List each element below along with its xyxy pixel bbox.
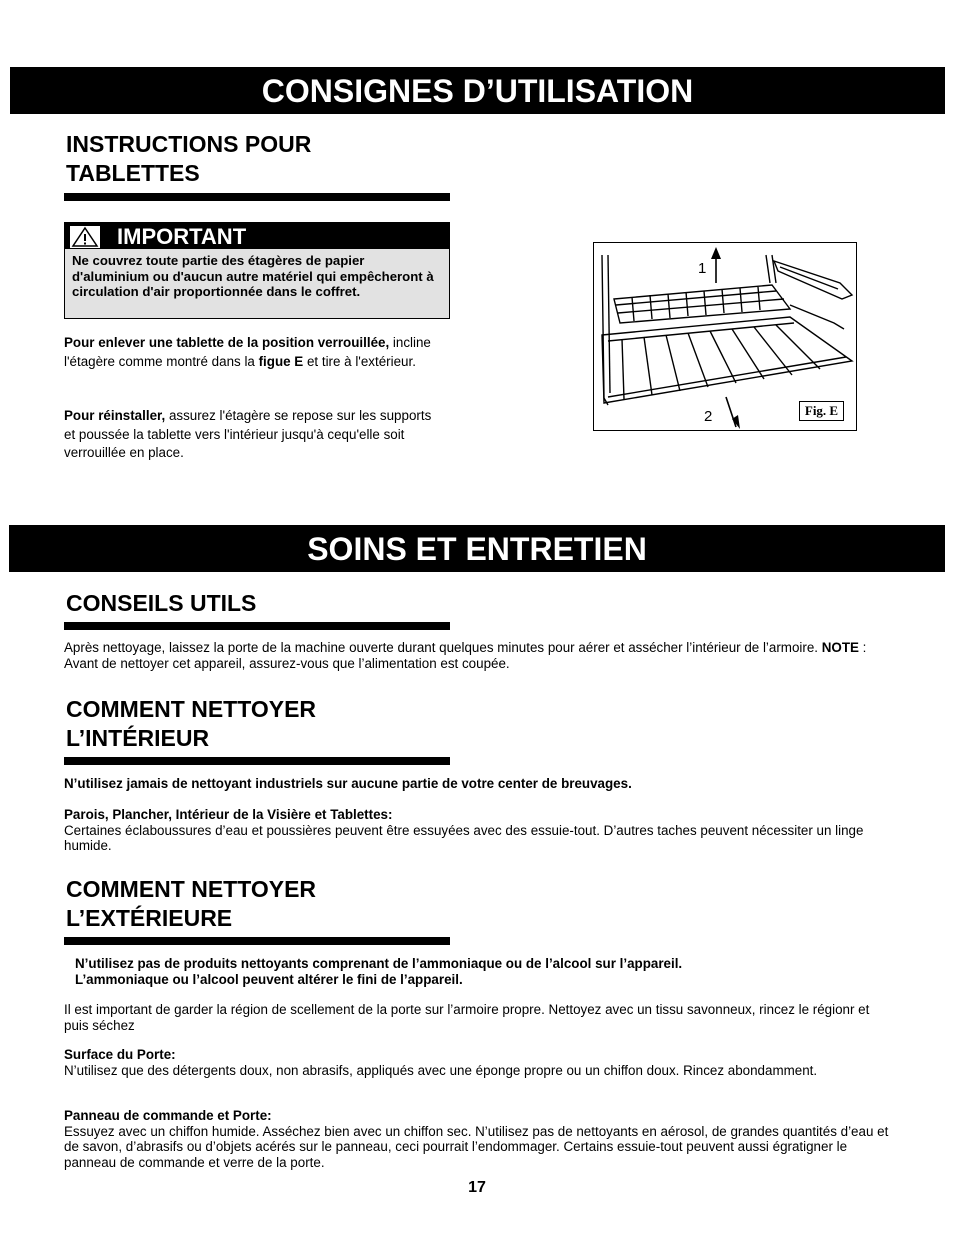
conseils-text-a: Après nettoyage, laissez la porte de la machine ouverte durant quelques minutes pour aérer et assécher l’intérieur de l’armoire.	[64, 640, 822, 655]
section-title-exterieure	[66, 875, 446, 933]
section-title-interieur	[66, 695, 446, 753]
note-label: NOTE	[821, 640, 859, 655]
page-number: 17	[468, 1179, 486, 1196]
seal-paragraph: Il est important de garder la région de scellement de la porte sur l’armoire propre. Nettoyez avec un tissu savonneux, rincez le régionr et puis séchez	[64, 1002, 870, 1033]
control-panel-paragraph	[64, 1108, 894, 1170]
reinstall-text: assurez l'étagère se repose sur les supports et poussée la tablette vers l'intérieur jusqu'à cequ'elle soit verrouillée en place.	[64, 408, 432, 460]
arrow-1-label: 1	[698, 260, 707, 277]
figure-label: Fig. E	[799, 401, 844, 421]
reinstall-lead: Pour réinstaller,	[64, 408, 166, 423]
figure-e	[593, 242, 857, 431]
title-line-2: TABLETTES	[66, 160, 200, 186]
conseils-text-b: : Avant de nettoyer cet appareil, assurez-vous que l’alimentation est coupée.	[64, 640, 867, 671]
remove-lead: Pour enlever une tablette de la position verrouillée,	[64, 335, 390, 350]
banner-soins: SOINS ET ENTRETIEN	[9, 525, 945, 572]
important-notice	[64, 222, 450, 319]
title-line-1: COMMENT NETTOYER	[66, 696, 317, 722]
remove-paragraph	[64, 334, 454, 371]
section-title-conseils: CONSEILS UTILS	[66, 590, 257, 616]
section-title-tablettes	[66, 130, 446, 188]
section-rule	[64, 193, 450, 201]
important-label: IMPORTANT	[117, 224, 247, 249]
control-panel-heading: Panneau de commande et Porte:	[64, 1108, 272, 1123]
interior-warning: N’utilisez jamais de nettoyant industriels sur aucune partie de votre center de breuvages.	[64, 776, 632, 791]
section-rule	[64, 937, 450, 945]
reinstall-paragraph	[64, 407, 444, 463]
remove-text-b: et tire à l'extérieur.	[303, 353, 416, 369]
interior-walls-text: Certaines éclaboussures d’eau et poussières peuvent être essuyées avec des essuie-tout. D’autres taches peuvent nécessiter un linge humide.	[64, 822, 864, 853]
door-surface-heading: Surface du Porte:	[64, 1047, 176, 1062]
important-header	[65, 223, 449, 249]
title-line-1: INSTRUCTIONS POUR	[66, 131, 312, 157]
section-rule	[64, 757, 450, 765]
door-surface-paragraph	[64, 1047, 864, 1078]
arrow-2-label: 2	[704, 408, 713, 425]
exterior-warning-line-2: L’ammoniaque ou l’alcool peuvent altérer le fini de l’appareil.	[75, 971, 463, 987]
exterior-warning-line-1: N’utilisez pas de produits nettoyants comprenant de l’ammoniaque ou de l’alcool sur l’appareil.	[75, 956, 683, 971]
important-text: Ne couvrez toute partie des étagères de papier d'aluminium ou d'aucun autre matériel qui empêcheront à circulation d'air proportionnée dans le coffret.	[72, 253, 434, 299]
section-rule	[64, 622, 450, 630]
exterior-warning	[75, 956, 875, 987]
warning-triangle-icon	[70, 226, 100, 248]
door-surface-text: N’utilisez que des détergents doux, non abrasifs, appliqués avec une éponge propre ou un chiffon doux. Rincez abondamment.	[64, 1062, 818, 1078]
title-line-2: L’EXTÉRIEURE	[66, 905, 233, 931]
interior-walls-paragraph	[64, 807, 884, 854]
remove-text-a: incline l'étagère comme montré dans la	[64, 335, 431, 369]
control-panel-text: Essuyez avec un chiffon humide. Asséchez bien avec un chiffon sec. N’utilisez pas de nettoyants en aérosol, de grandes quantités d’eau et de savon, d’abrasifs ou d’objets acérés sur le panneau, ceci pourrait l’endommager. Certains essuie-tout peuvent aussi égratigner le panneau de commande et verre de la porte.	[64, 1123, 889, 1170]
figure-reference: figue E	[258, 353, 304, 369]
title-line-2: L’INTÉRIEUR	[66, 725, 210, 751]
title-line-1: COMMENT NETTOYER	[66, 876, 317, 902]
conseils-paragraph	[64, 640, 884, 671]
banner-consignes: CONSIGNES D’UTILISATION	[10, 67, 945, 114]
interior-walls-heading: Parois, Plancher, Intérieur de la Visière et Tablettes:	[64, 807, 393, 822]
